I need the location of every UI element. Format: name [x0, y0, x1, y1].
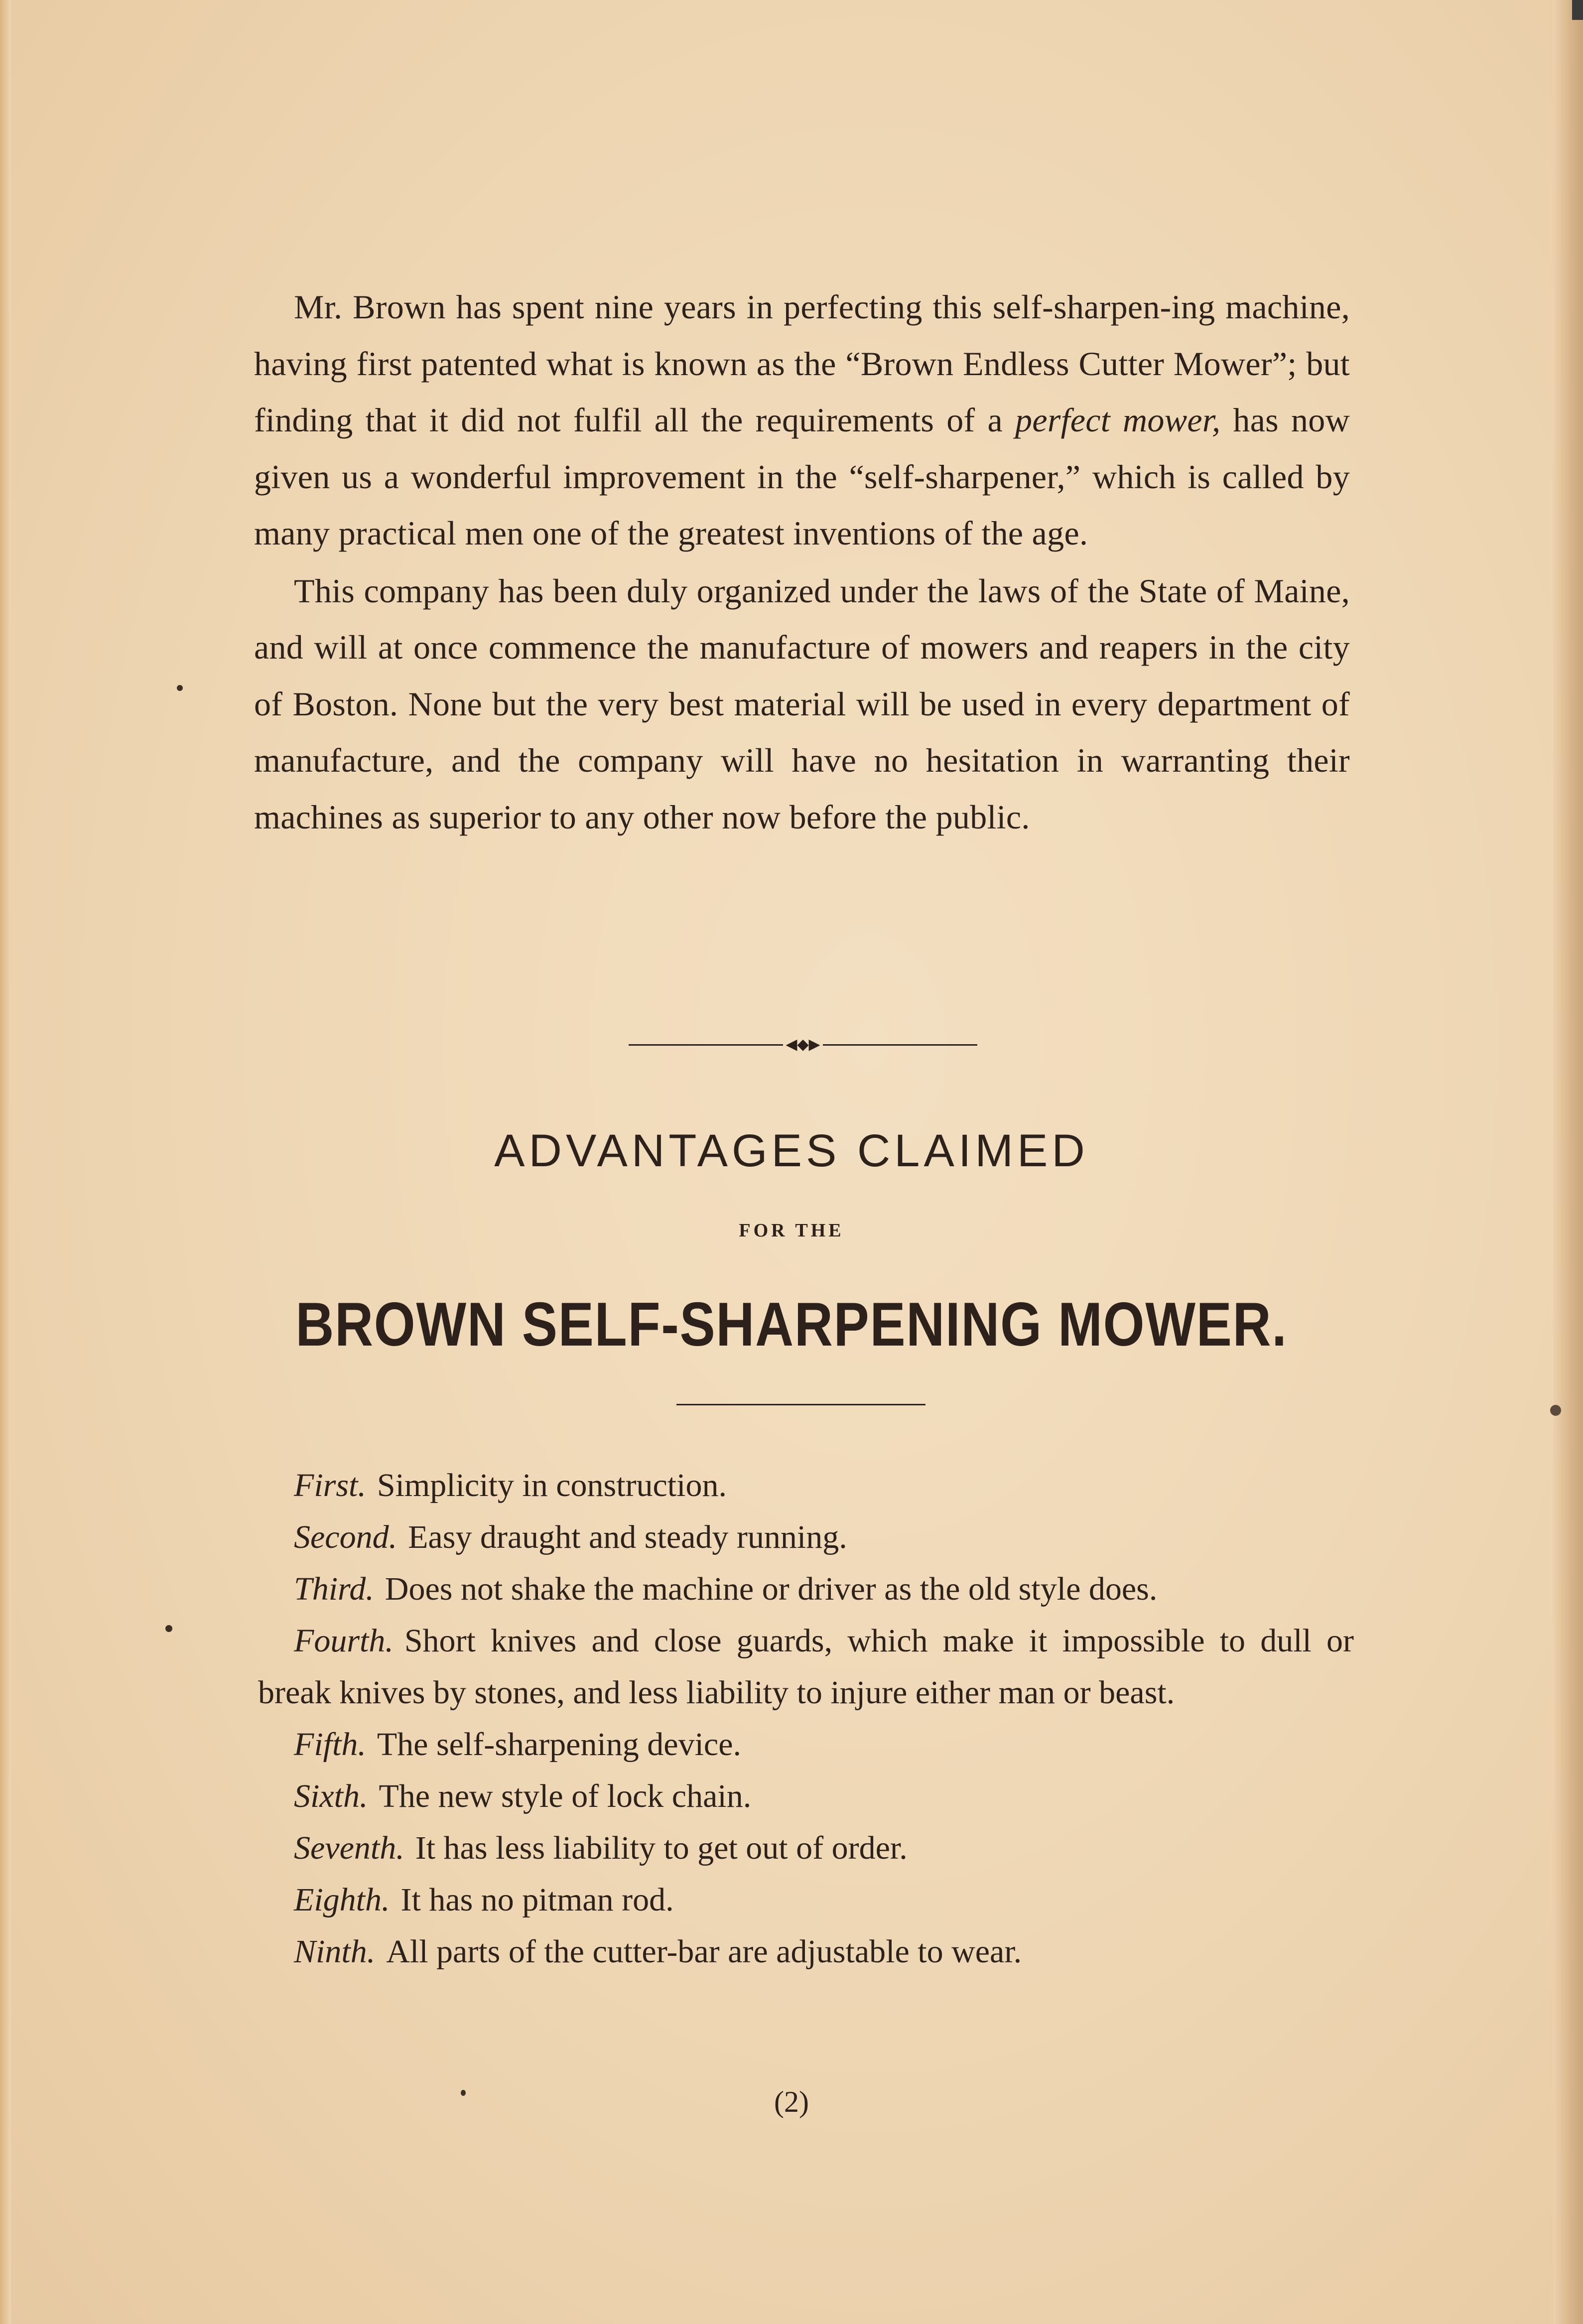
paper-speck [165, 1625, 172, 1632]
item-text: It has no pitman rod. [400, 1882, 674, 1918]
advantages-list [258, 1460, 1354, 1978]
list-item [258, 1511, 1354, 1563]
list-item [258, 1460, 1354, 1511]
item-text: It has less liability to get out of order. [415, 1830, 908, 1866]
item-text: Does not shake the machine or driver as the old style does. [385, 1571, 1158, 1607]
list-item [258, 1822, 1354, 1874]
ordinal-label: Fifth. [294, 1726, 366, 1763]
ordinal-label: Eighth. [294, 1882, 390, 1918]
ordinal-label: Second. [294, 1519, 397, 1555]
item-text: All parts of the cutter-bar are adjustable to wear. [386, 1933, 1022, 1970]
paper-speck [1550, 1405, 1561, 1416]
list-item [258, 1926, 1354, 1978]
ordinal-label: Third. [294, 1571, 374, 1607]
list-item [258, 1874, 1354, 1926]
ordinal-label: Fourth. [294, 1623, 394, 1659]
ordinal-label: Seventh. [294, 1830, 404, 1866]
corner-shadow [1572, 0, 1583, 20]
page-number: (2) [774, 2085, 809, 2118]
paper-speck [461, 2090, 466, 2096]
paragraph-history-after: has now given us a wonderful improvement in the “self-sharpener,” which is called by many practical men one of the greatest inventions of the age. [254, 401, 1350, 552]
paragraph-history-before: Mr. Brown has spent nine years in perfecting this self-sharpen-ing machine, having first patented what is known as the “Brown Endless Cutter Mower”; but finding that it did not fulfil all the requirements of a [254, 288, 1350, 439]
list-item [258, 1771, 1354, 1822]
item-text: The self-sharpening device. [377, 1726, 742, 1763]
ordinal-label: First. [294, 1467, 366, 1504]
diamond-ornament-icon: ◀◆▶ [786, 1036, 820, 1053]
paragraph-company: This company has been duly organized under the laws of the State of Maine, and will at once commence the manufacture of mowers and reapers in the city of Boston. None but the very best material will be used in every department of manufacture, and the company will have no hesitation in warranting their machines as superior to any other now before the public. [254, 571, 1350, 836]
list-item [258, 1563, 1354, 1615]
heading-for-the: FOR THE [739, 1220, 844, 1241]
item-text: Simplicity in construction. [377, 1467, 727, 1504]
list-item [258, 1615, 1354, 1719]
list-item [258, 1719, 1354, 1771]
paper-speck [177, 685, 183, 691]
divider-line-left [629, 1044, 783, 1046]
item-text: The new style of lock chain. [379, 1778, 752, 1814]
heading-advantages-claimed: ADVANTAGES CLAIMED [494, 1125, 1089, 1176]
item-text: Easy draught and steady running. [408, 1519, 847, 1555]
item-text: Short knives and close guards, which make it impossible to dull or break knives by stones, and less liability to injure either man or beast. [258, 1623, 1354, 1711]
paragraph-history [254, 279, 1350, 562]
section-divider-ornament [629, 1037, 977, 1052]
divider-line-right [823, 1044, 977, 1046]
emphasis-perfect-mower: perfect mower, [1015, 401, 1221, 439]
heading-rule [676, 1404, 925, 1405]
intro-text [254, 279, 1350, 845]
ordinal-label: Sixth. [294, 1778, 368, 1814]
heading-mower-title: BROWN SELF-SHARPENING MOWER. [295, 1290, 1288, 1359]
ordinal-label: Ninth. [294, 1933, 376, 1970]
